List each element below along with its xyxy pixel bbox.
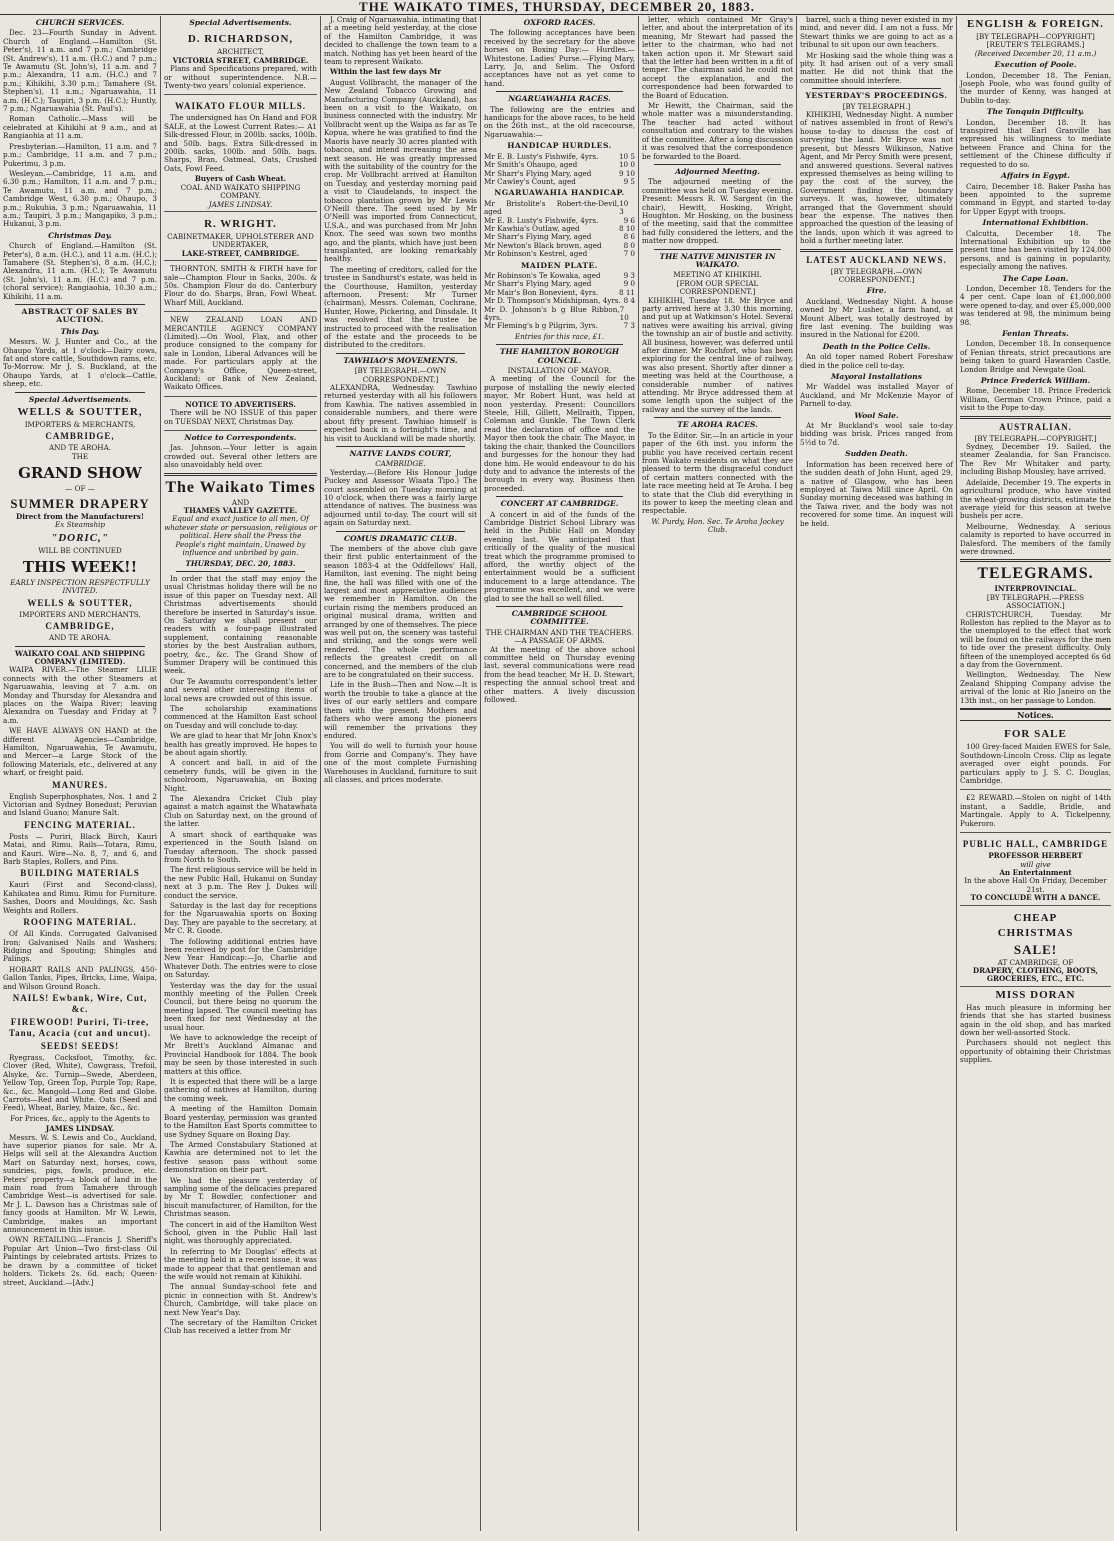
school-text: At the meeting of the above school committee held on Thursday evening last, several communications were read from the head teacher, Mr H. D. Stewart, respecting the annual school treat and other matters. A lively discussion followed. <box>484 644 635 705</box>
interprovincial-heading: INTERPROVINCIAL. <box>994 584 1077 594</box>
tobacco-lead: Within the last few days Mr <box>330 67 442 77</box>
divider <box>336 531 465 532</box>
entries-maiden <box>484 272 635 331</box>
correspondents-text: Jas. Johnson.—Your letter is again crowded out. Several other letters are also unavoidably held over. <box>164 443 317 470</box>
minister-text: KIHIKIHI, Tuesday 18. Mr Bryce and party arrived here at 3.30 this morning, and put up at Watkinson's Hotel. Several natives were awaiting his arrival, giving the township an air of bustle and activity. All business, however, was deferred until after dinner. Mr Rochfort, who has been exploring for the central line of railway, was also present. Shortly after dinner a meeting was held at the Courthouse, a considerable number of natives attending. Mr Bryce addressed them at some length upon the subject of the railway and the survey of the lands. <box>642 295 793 414</box>
professor-name: PROFESSOR HERBERT <box>988 851 1083 861</box>
divider <box>654 164 781 165</box>
firm-sub: IMPORTERS & MERCHANTS, <box>24 420 136 430</box>
list-item: Mr Sharr's Flying Mary, aged 9 0 <box>484 279 635 289</box>
brief-item: Our Te Awamutu correspondent's letter and several other interesting items of local news are crowded out of this issue. <box>164 676 317 703</box>
divider <box>164 473 317 476</box>
manures-heading: MANURES. <box>52 779 108 790</box>
flour-company: COAL AND WAIKATO SHIPPING COMPANY. <box>180 182 301 201</box>
list-item: Mr Robinson's Te Kowaka, aged 9 3 <box>484 270 635 280</box>
entertainment-heading: An Entertainment <box>999 867 1072 877</box>
ngaruawahia-heading: NGARUAWAHIA RACES. <box>508 94 611 104</box>
news-heading: The Tonquin Difficulty. <box>986 107 1085 117</box>
native-lands-text: Yesterday.—(Before His Honour Judge Puckey and Assessor Wiaata Tipo.) The court assembled on Tuesday morning at 10 o'clock, when there was a fairly large attendance of natives. The business was adjourned until to-day. The court will sit again on Saturday next. <box>324 467 477 528</box>
paper-subtitle: THAMES VALLEY GAZETTE. <box>183 506 298 516</box>
richardson-address: VICTORIA STREET, CAMBRIDGE. <box>172 55 309 65</box>
will-give: will give <box>1020 859 1051 869</box>
entries-note: Entries for this race, £1. <box>514 331 605 341</box>
sale-label: SALE! <box>1013 941 1058 957</box>
wright-address: LAKE-STREET, CAMBRIDGE. <box>181 248 300 258</box>
brief-item: Saturday is the last day for receptions for the Ngaruawahia sports on Boxing Day. They are payable to the secretary, at Mr C. R. Goode. <box>164 900 317 936</box>
school-continued: letter, which contained Mr Gray's letter, and about the interpretation of its meaning, Mr Stewart had passed the letter to the chairman, who had not taken action upon it. Mr Stewart said that the letter had been written in a fit of temper. The chairman said he could not accept the explanation, and the correspondence had been forwarded to the Board of Education. <box>642 16 793 100</box>
divider <box>654 249 781 250</box>
dance-label: TO CONCLUDE WITH A DANCE. <box>970 893 1101 903</box>
list-item: Mr Cawley's Count, aged 9 5 <box>484 176 635 186</box>
at-cambridge-label: AT CAMBRIDGE, OF <box>997 957 1074 967</box>
column-6 <box>796 16 956 1531</box>
column-4 <box>480 16 638 1531</box>
church-text: Dec. 23—Fourth Sunday in Advent. Church of England.—Hamilton (St. Peter's), 11 a.m. and 7 p.m.; Cambridge (St. Andrew's), 11 a.m. (H.C.) and 7 p.m.; Te Awamutu (St. John's), 11 a.m. and 7 p.m.; Alexandra, 11 a.m. (H.C.) and 7 p.m.; Kihikihi, 3.30 p.m.; Tamahere (St. Stephen's), 11 a.m.; Ngaruawahia, 11 a.m. (H.C.); Taupiri, 3 p.m. (H.C.); Huntly, 7 p.m.; Ngaruawahia (St. Paul's). <box>3 28 157 114</box>
church-heading: CHURCH SERVICES. <box>35 18 125 27</box>
australian-text: Melbourne, Wednesday. A serious calamity is reported to have occurred in Dalesford. The members of the family were drowned. <box>960 521 1111 556</box>
for-sale-text: 100 Grey-faced Maiden EWES for Sale, Southdown-Lincoln Cross. Clip as legate averaged over eight pounds. For particulars apply to J. S. C. Douglas, Cambridge. <box>960 742 1111 786</box>
brief-item: We are glad to hear that Mr John Knox's health has greatly improved. He hopes to be about again shortly. <box>164 731 317 758</box>
australian-text: Adelaide, December 19. The experts in agricultural produce, who have visited the wheat-growing districts, estimate the average yield for this season at twelve bushels per acre. <box>960 477 1111 521</box>
early-label: EARLY INSPECTION RESPECTFULLY INVITED. <box>10 577 150 596</box>
correspondents-heading: Notice to Correspondents. <box>184 433 297 443</box>
list-item: Mr D. Johnson's b g Blue Ribbon, 4yrs. 7 10 <box>484 304 629 322</box>
news-heading: Affairs in Egypt. <box>1001 171 1070 181</box>
brief-item: The first religious service will be held in the new Public Hall, Hukanui on Sunday next at 3 p.m. The Rev J. Dukes will conduct the service. <box>164 865 317 900</box>
wright-trade: CABINETMAKER, UPHOLSTERER AND UNDERTAKER, <box>167 231 314 250</box>
wool-text: At Mr Buckland's wool sale to-day bidding was brisk. Prices ranged from 5½d to 7d. <box>800 421 953 447</box>
divider <box>336 353 465 354</box>
issue-date: THURSDAY, DEC. 20, 1883. <box>185 558 296 568</box>
notice-heading: NOTICE TO ADVERTISERS. <box>185 399 296 409</box>
christmas-label: CHRISTMAS <box>997 926 1074 939</box>
concert-text: A concert in aid of the funds of the Cambridge District School Library was held in the Public Hall on Monday evening last. We anticipated that critically of the quality of the musical treat which the programme promised to afford, the worthy object of the entertainment would be a sufficient inducement to a large attendance. The programme was excellent, and we were glad to see the hall so well filled. <box>484 509 635 603</box>
australian-heading: AUSTRALIAN. <box>999 421 1072 432</box>
te-aroha-heading: TE AROHA RACES. <box>677 420 758 430</box>
abstract-heading: ABSTRACT OF SALES BY AUCTION. <box>21 307 139 325</box>
fire-heading: Fire. <box>866 286 887 296</box>
native-lands-heading: NATIVE LANDS COURT, <box>349 448 452 458</box>
news-heading: Prince Frederick William. <box>980 376 1091 386</box>
materials-text: WE HAVE ALWAYS ON HAND at the different Agencies—Cambridge, Hamilton, Ngaruawahia, Te Awamutu, and Mercer—a Large Stock of the following Materials, etc., delivered at any wharf, or freight paid. <box>3 726 157 778</box>
reuter-label: [REUTER'S TELEGRAMS.] <box>986 40 1085 50</box>
christmas-sale-ad <box>960 908 1111 987</box>
concert-heading: CONCERT AT CAMBRIDGE. <box>500 499 619 509</box>
list-item: Mr Sharr's Flying Mary, aged 8 6 <box>484 232 635 242</box>
shipping-title: WAIKATO COAL AND SHIPPING COMPANY (LIMITED). <box>14 648 146 666</box>
list-item: Mr E. B. Lusty's Fishwife, 4yrs. 10 5 <box>484 151 635 161</box>
flour-title: WAIKATO FLOUR MILLS. <box>175 101 306 112</box>
mayoral-text: Mr Waddel was installed Mayor of Auckland, and Mr McKenzie Mayor of Parnell to-day. <box>800 382 953 409</box>
masthead: THE WAIKATO TIMES, THURSDAY, DECEMBER 20, 1883. <box>0 0 1114 15</box>
fencing-text: Posts — Puriri, Black Birch, Kauri Matai, and Rimu. Rails—Totara, Rimu, and Kauri. Wire—No. 8, 7, and 6, and Barb Staples, Rollers, and Pins. <box>3 831 157 867</box>
divider <box>960 416 1111 419</box>
miss-doran-heading: MISS DORAN <box>995 988 1076 1001</box>
sudden-heading: Sudden Death. <box>845 449 908 459</box>
firewood-heading: FIREWOOD! Puriri, Ti-tree, Tanu, Acacia (cut and uncut). <box>8 1016 152 1038</box>
summer-drapery-heading: SUMMER DRAPERY <box>10 495 150 511</box>
australian-text: Sydney, December 19. Sailed, the steamer Zealandia, for San Francisco. The Rev Mr Whitaker and party, including Bishop Mousley, have arrived. <box>960 442 1111 477</box>
direct-label: Direct from the Manufacturers! <box>15 511 144 521</box>
divider <box>496 91 623 92</box>
meeting-text: The meeting of creditors, called for the trustee in Sandhurst's estate, was held in the Courthouse, Hamilton, yesterday afternoon. Present: Mr Turner (chairman), Messrs. Coleman, Cochrane, Hunter, Howe, Pickering, and Dinsdale. It was resolved that the trustee be instructed to proceed with the realisation of the estate and the proceeds to be distributed to the creditors. <box>324 264 477 350</box>
thornton-ad <box>164 263 317 312</box>
continued-text: J. Craig of Ngaruawahia, intimating that at a meeting held yesterday, at the close of the Hamilton Cambridge, it was decided to challenge the town team to a match. Nothing has yet been heard of the team to represent Waikato. <box>324 16 477 67</box>
firm2-sub: IMPORTERS AND MERCHANTS, <box>19 609 141 619</box>
column-2 <box>160 16 320 1531</box>
paper-title: The Waikato Times <box>165 478 316 496</box>
brief-item: It is expected that there will be a large gathering of natives at Hamilton, during the coming week. <box>164 1077 317 1103</box>
hobart-text: HOBART RAILS AND PALINGS, 450-Gallon Tanks, Pipes, Bricks, Lime, Waipa, and Wilson Ground Roach. <box>3 964 157 991</box>
roofing-heading: ROOFING MATERIAL. <box>23 917 137 928</box>
tawhiao-source: [BY TELEGRAPH.—OWN CORRESPONDENT.] <box>354 366 447 384</box>
richardson-ad <box>164 29 317 95</box>
divider <box>654 417 781 418</box>
entries-handicap <box>484 200 635 259</box>
divider <box>15 304 145 305</box>
divider <box>496 496 623 497</box>
yesterday-source: [BY TELEGRAPH.] <box>842 101 911 111</box>
sudden-text: Information has been received here of the sudden death of John Hunt, aged 29, a native of Glasgow, who has been employed at Taiwa Mill since April. On Sunday morning deceased was bathing in the Taiwa river, and the body was not recovered for some time. An inquest will be held. <box>800 459 953 528</box>
maiden-heading: MAIDEN PLATE. <box>521 260 598 270</box>
flour-buyers: Buyers of Cash Wheat. <box>194 174 287 184</box>
this-week-heading: THIS WEEK!! <box>22 557 138 576</box>
for-sale-heading: FOR SALE <box>1004 728 1067 741</box>
divider <box>15 646 145 647</box>
list-item: Mr Mair's Bon Bonevient, 4yrs. 8 11 <box>484 287 635 297</box>
cheap-label: CHEAP <box>1013 911 1058 924</box>
list-item: Mr Bristolite's Robert-the-Devil, aged 10 3 <box>484 198 629 217</box>
divider <box>496 344 623 345</box>
building-heading: BUILDING MATERIALS <box>20 868 140 879</box>
list-item: Mr E. B. Lusty's Fishwife, 4yrs. 9 6 <box>484 215 635 225</box>
firm-town: CAMBRIDGE, <box>45 431 115 442</box>
column-7 <box>956 16 1114 1531</box>
brief-item: The following additional entries have been received by post for the Cambridge New Year Handicap:—Jo, Charlie and Whatever Doth. The entries were to close on Saturday. <box>164 936 317 980</box>
mayoral-heading: Mayoral Installations <box>831 372 922 382</box>
flour-agent: JAMES LINDSAY. <box>208 199 273 209</box>
thornton-text: THORNTON, SMITH & FIRTH have for sale—Champion Flour in Sacks, 200s. & 50s. Champion Flour do do. Canterbury Flour do do. Sharps, Bran, Fowl Wheat. Wharf Mill, Auckland. <box>164 264 317 307</box>
tawhiao-heading: TAWHIAO'S MOVEMENTS. <box>343 355 458 365</box>
fire-text: Auckland, Wednesday Night. A house owned by Mr Lusher, a farm hand, at Mount Albert, was totally destroyed by fire last evening. The building was insured in the National for £200. <box>800 296 953 340</box>
continued-label: WILL BE CONTINUED <box>38 545 122 555</box>
news-heading: Fenian Threats. <box>1002 329 1069 338</box>
news-heading: Execution of Poole. <box>994 60 1077 70</box>
signature: W. Purdy, Hon. Sec. Te Aroha Jockey Club. <box>651 516 784 535</box>
native-lands-place: CAMBRIDGE. <box>375 459 426 469</box>
editorial-text: In order that the staff may enjoy the usual Christmas holiday there will be no issue of this paper on Tuesday next. All Christmas advertisements should therefore be inserted in Saturday's issue. On Saturday we shall present our readers with a four-page illustrated supplement, containing reasonable stories by the best Australian authors, poetry, &c., &c. The Grand Show of Summer Drapery will be continued this week. <box>164 573 317 676</box>
news-heading: International Exhibition. <box>982 218 1089 228</box>
auckland-heading: LATEST AUCKLAND NEWS. <box>806 254 947 265</box>
brief-item: A smart shock of earthquake was experienced in the South Island on Tuesday afternoon. The shock passed from North to South. <box>164 829 317 864</box>
divider <box>176 571 305 572</box>
the-label: THE <box>71 451 89 461</box>
purchasers-text: Purchasers should not neglect this opportunity of obtaining their Christmas supplies. <box>960 1038 1111 1065</box>
minister-sub: MEETING AT KIHIKIHI. <box>673 270 762 280</box>
yesterday-heading: YESTERDAY'S PROCEEDINGS. <box>805 91 948 101</box>
manures-text: English Superphosphates, Nos. 1 and 2 Victorian and Sydney Bonedust; Peruvian and Island Guano; Manure Salt. <box>3 791 157 818</box>
brief-item: Yesterday was the day for the usual monthly meeting of the Pollen Creek Council, but there being no quorum the meeting lapsed. The council meeting has been fixed for next Wednesday at the usual hour. <box>164 980 317 1032</box>
borough-heading: THE HAMILTON BOROUGH COUNCIL. <box>499 347 620 365</box>
news-text: London, December 18. It has transpired that Earl Granville has expressed his willingness to mediate between France and China for the settlement of the Chinese difficulty if requested to do so. <box>960 117 1111 169</box>
minister-source: [FROM OUR SPECIAL CORRESPONDENT.] <box>676 278 759 297</box>
telegrams-heading: TELEGRAMS. <box>977 565 1094 583</box>
news-text: London, December 18. The Fenian, Joseph Poole, who was found guilty of the murder of Kenny, was hanged at Dublin to-day. <box>960 70 1111 105</box>
oxford-text: The following acceptances have been received by the secretary for the above horses on Boxing Day:— Hurdles.—Whitestone. Ladies' Purse.—Flying Mary, Larry, Jo, and Selim. The Oxford acceptances have not as yet come to hand. <box>484 28 635 88</box>
christmas-heading: Christmas Day. <box>48 230 112 240</box>
news-heading: The Cape Loan. <box>1002 273 1069 283</box>
school-continued-3: barrel, such a thing never existed in my mind, and never did. I am not a fuss. Mr Stewart thinks we are going to act as a tribunal to sit upon our own teachers. <box>800 16 953 50</box>
school-continued-2: Mr Hewitt, the Chairman, said the whole matter was a misunderstanding. The teacher had acted without consultation and contrary to the wishes of the committee. After a long discussion it was resolved that the correspondence be forwarded to the Board. <box>642 101 793 161</box>
firm2-town: CAMBRIDGE, <box>45 621 115 632</box>
tawhiao-text: ALEXANDRA, Wednesday. Tawhiao returned yesterday with all his followers from Kawhia. The natives assembled in considerable numbers, and there were about fifty present. Tawhiao himself is expected back in a fortnight's time, and his visit to Auckland will be made shortly. <box>324 383 477 443</box>
borough-text: A meeting of the Council for the purpose of installing the newly elected mayor, Mr Robert Hunt, was held at noon yesterday. Present: Councillors Steele, Hill, Gillett, Mellraith, Tippen, Coleman and Gunkle. The Town Clerk read the declaration of office and the Mayor then took the chair. The Mayor, in taking the chair, thanked the Councillors and burgesses for the honour they had done him. He would endeavour to do his duty and to advance the interests of the borough in every way. Business then proceeded. <box>484 374 635 493</box>
of-label: — OF — <box>65 484 95 494</box>
flour-mills-ad <box>164 97 317 211</box>
list-item: Mr D. Thompson's Midshipman, 4yrs. 8 4 <box>484 296 635 306</box>
richardson-name: D. RICHARDSON, <box>187 33 294 46</box>
school-continued-4: Mr Hosking said the whole thing was a pity. It had arisen out of a very small matter. He did not think that the committee should interfere. <box>800 50 953 85</box>
te-aroha-text: To the Editor. Sir,—In an article in your paper of the 6th inst. you inform the public you have received certain recent from Waikato residents on what they are pleased to term the disgraceful conduct of certain matters connected with the late race meeting held at Te Aroha. I beg to state that the Club did everything in its power to keep the meeting clean and respectable. <box>642 430 793 516</box>
firm-and: AND TE AROHA. <box>48 443 112 453</box>
news-text: London, December 18. In consequence of Fenian threats, strict precautions are being taken to guard Hawarden Castle, London Bridge and Newgate Goal. <box>960 339 1111 374</box>
christmas-text: Church of England.—Hamilton (St. Peter's), 8 a.m. (H.C.), and 11 a.m. (H.C.); Tamahere (St. Stephen's), 8 a.m. (H.C.); Alexandra, 11 a.m. (H.C.); Te Awamutu (St. John's), 11 a.m. (H.C.) and 7 p.m. (choral service); Rangiaohia, 10.30 a.m.; Kihikihi, 11 a.m. <box>3 241 157 301</box>
list-item: Mr Fleming's b g Pilgrim, 3yrs. 7 3 <box>484 321 635 331</box>
news-text: Calcutta, December 18. The International Exhibition up to the present time has been visited by 124,000 persons, and is gaining in popularity, especially among the natives. <box>960 228 1111 272</box>
list-item: Mr Robinson's Kestrel, aged 7 0 <box>484 249 635 259</box>
wright-ad <box>164 214 317 261</box>
closing-text: You will do well to furnish your house from Gorrie and Company's. They have one of the most complete Furnishing Warehouses in Auckland, furniture to suit all classes, and prices moderate. <box>324 741 477 784</box>
entertainment-detail: In the above Hall On Friday, December 21st. <box>964 876 1107 894</box>
nz-loan-text: NEW ZEALAND LOAN AND MERCANTILE AGENCY COMPANY (Limited).—On Wool, Flax, and other produce consigned to the company for sale in London, Liberal Advances will be made. For particulars apply at the Company's Office, Queen-street, Auckland; or Bank of New Zealand, Waikato Offices. <box>164 315 317 392</box>
brief-item: The Armed Constabulary Stationed at Kawhia are determined not to let the festive season pass without some demonstration on their part. <box>164 1139 317 1175</box>
hurdles-heading: HANDICAP HURDLES. <box>507 141 612 151</box>
reward-ad <box>960 792 1111 833</box>
catholic-text: Roman Catholic.—Mass will be celebrated at Kihikihi at 9 a.m., and at Rangiaohia at 11 a.m. <box>3 114 157 141</box>
brief-item: In referring to Mr Douglas' effects at the meeting held in a recent issue, it was made to appear that that gentleman and the wife would not remain at Kihikihi. <box>164 1246 317 1281</box>
school-heading: CAMBRIDGE SCHOOL COMMITTEE. <box>511 609 608 627</box>
brief-item: The annual Sunday-school fete and picnic in connection with St. Andrew's Church, Cambridge, will take place on next New Year's Day. <box>164 1282 317 1317</box>
divider <box>336 446 465 447</box>
handicap-heading: NGARUAWAHIA HANDICAP. <box>494 188 625 198</box>
column-3 <box>320 16 480 1531</box>
divider <box>800 249 953 252</box>
wool-heading: Wool Sale. <box>854 410 899 420</box>
death-text: An old toper named Robert Foreshaw died in the police cell to-day. <box>800 352 953 370</box>
school-sub: THE CHAIRMAN AND THE TEACHERS.—A PASSAGE OF ARMS. <box>485 627 634 646</box>
comus-text: The members of the above club gave their first public entertainment of the season 1883-4 at the Oddfellows' Hall, Hamilton, last evening. The night being fine, the hall was filled with one of the largest and most appreciative audiences we remember in Hamilton. On the curtain rising the members produced an original musical drama, written and arranged by one of themselves. The piece was well put on, the scenery was tasteful and striking, and the songs were well rendered. The whole performance reflects the greatest credit on all concerned, and the members of the club are to be congratulated on their success. <box>324 543 477 680</box>
brief-item: A concert and ball, in aid of the cemetery funds, will be given in the schoolroom, Ngaruawahia, on Boxing Night. <box>164 758 317 793</box>
firm2-name: WELLS & SOUTTER, <box>27 597 133 608</box>
wright-name: R. WRIGHT. <box>204 217 277 230</box>
divider <box>812 88 941 89</box>
list-item: Mr Kawhia's Outlaw, aged 8 10 <box>484 223 635 233</box>
roofing-text: Of All Kinds. Corrugated Galvanised Iron; Galvanised Nails and Washers; Ridging and Spouting; Shingles and Palings. <box>3 929 157 964</box>
presbyterian-text: Presbyterian.—Hamilton, 11 a.m. and 7 p.m.; Cambridge, 11 a.m. and 7 p.m.; Pukerimu, 3 p.m. <box>3 141 157 168</box>
list-item: Mr Sharr's Flying Mary, aged 9 10 <box>484 168 635 178</box>
ex-label: Ex Steamship <box>55 520 105 530</box>
richardson-title: ARCHITECT, <box>217 47 264 57</box>
interprovincial-text: Wellington, Wednesday. The New Zealand Shipping Company advise the arrival of the Ionic at Rio Janeiro on the 13th inst., on her passage to London. <box>960 670 1111 705</box>
news-text: Cairo, December 18. Baker Pasha has been appointed to the supreme command in Egypt, and started to-day for Upper Egypt with troops. <box>960 181 1111 216</box>
auckland-source: [BY TELEGRAPH.—OWN CORRESPONDENT.] <box>830 266 923 284</box>
brief-item: A meeting of the Hamilton Domain Board yesterday, permission was granted to the Hamilton East Sports committee to use Sydney Square on Boxing Day. <box>164 1104 317 1139</box>
brief-item: The secretary of the Hamilton Cricket Club has received a letter from Mr <box>164 1318 317 1336</box>
notice-text: There will be NO ISSUE of this paper on TUESDAY NEXT, Christmas Day. <box>164 408 317 426</box>
richardson-text: Plans and Specifications prepared, with or without superintendence. N.B.—Twenty-two years' colonial experience. <box>164 64 317 91</box>
grand-show-heading: GRAND SHOW <box>18 464 142 483</box>
abstract-day: This Day. <box>60 326 100 336</box>
firm2-and: AND TE AROHA. <box>48 633 112 643</box>
reward-text: £2 REWARD.—Stolen on night of 14th instant, a Saddle, Bridle, and Martingale. Apply to A. Tickelpenny, Pukeroro. <box>960 793 1111 828</box>
minister-heading: THE NATIVE MINISTER IN WAIKATO. <box>659 251 776 269</box>
for-sale-ad <box>960 724 1111 790</box>
interprovincial-source: [BY TELEGRAPH.—PRESS ASSOCIATION.] <box>986 592 1085 611</box>
tobacco-text: August Vollbracht, the manager of the New Zealand Tobacco Growing and Manufacturing Company (Auckland), has been on a visit to the Waikato, on business connected with the industry. Mr Vollbracht went up the Waipa as far as Te Kopua, where he was gratified to find the Maoris have nearly 30 acres planted with tobacco, and intend increasing the area next season. He was greatly impressed with the suitability of the country for the crop. Mr Vollbracht arrived at Hamilton on Tuesday, and yesterday morning paid a visit to Claudelands, to inspect the tobacco plantation grown by Mr Lewis O'Neill there. The seed used by Mr O'Neill was imported from Connecticut, U.S.A., and was purchased from Mr John Knox. The seed was sown two months ago, and the plants, which have just been transplanted, are looking remarkably healthy. <box>324 77 477 264</box>
news-text: London, December 18. Tenders for the 4 per cent. Cape loan of £1,000,000 were opened to-day, and over £5,000,000 was tendered at 98, the minimum being 98. <box>960 283 1111 327</box>
wesleyan-text: Wesleyan.—Cambridge, 11 a.m. and 6.30 p.m.; Hamilton, 11 a.m. and 7 p.m.; Te Awamutu, 11 a.m. and 7 p.m.; Cambridge West, 6.30 p.m.; Ohaupo, 3 p.m.; Rukuhia, 3 p.m.; Ngaruawahia, 11 a.m.; Taupiri, 3 p.m.; Mangapiko, 3 p.m.; Hukanui, 3 p.m. <box>3 168 157 229</box>
comus-heading: COMUS DRAMATIC CLUB. <box>343 533 458 543</box>
brief-item: We had the pleasure yesterday of sampling some of the delicacies prepared by Mr T. Bowdler, confectioner and biscuit manufacturer, of Hamilton, for the Christmas season. <box>164 1175 317 1219</box>
firm-name: WELLS & SOUTTER, <box>17 406 143 419</box>
borough-sub: INSTALLATION OF MAYOR. <box>507 366 612 376</box>
special-ads-heading: Special Advertisements. <box>189 18 292 27</box>
doric-label: "DORIC," <box>51 531 109 544</box>
brief-item: The scholarship examinations commenced at the Hamilton East school on Tuesday and will conclude to-day. <box>164 704 317 730</box>
hall-heading: PUBLIC HALL, CAMBRIDGE <box>962 839 1109 850</box>
ngaruawahia-text: The following are the entries and handicaps for the above races, to be held on the 26th inst., at the old racecourse, Ngaruawahia:— <box>484 104 635 139</box>
special-ads-heading: Special Advertisements. <box>28 394 132 404</box>
notice-ad <box>164 399 317 431</box>
list-item: Mr Smith's Ohaupo, aged 10 0 <box>484 160 635 170</box>
english-source: [BY TELEGRAPH—COPYRIGHT] <box>976 32 1095 41</box>
motto: Equal and exact justice to all men, Of whatever state or persuasion, religious or political. Here shall the Press the People's right maintain, Unawed by influence and unbribed by gain. <box>164 514 317 558</box>
yesterday-text: KIHIKIHI, Wednesday Night. A number of natives assembled in front of Rewi's house to-day to discuss the cost of surveying the land. Mr Bryce was not present, but Messrs Wilkinson, Native Agent, and Mr Percy Smith were present, and answered questions. Several natives expressed themselves as being willing to pay the cost of the survey, the Government finding the boundary surveys. It was, however, ultimately arranged that the Government should bear the expense. The natives then approached the question of the leasing of the lands, upon which it was agreed to hold a further meeting later. <box>800 110 953 246</box>
divider <box>960 559 1111 562</box>
doran-text: Has much pleasure in informing her friends that she has started business again in the old shop, and has marked down her well-assorted Stock. <box>960 1002 1111 1037</box>
seeds-heading: SEEDS! SEEDS! <box>40 1040 120 1051</box>
building-text: Kauri (First and Second-class), Kahikatea and Rimu. Rimu for Furniture. Sashes, Doors and Mouldings, &c. Sash Weights and Rollers. <box>3 880 157 915</box>
received-label: (Received December 20, 11 a.m.) <box>974 48 1097 58</box>
entries-hurdles <box>484 153 635 187</box>
list-item: Mr Newton's Black brown, aged 8 0 <box>484 240 635 250</box>
interprovincial-text: CHRISTCHURCH, Tuesday. Mr Rolleston has replied to the Mayor as to the unemployed to the effect that work will be found on the railways for the men to tide over the present difficulty. Only fifteen of the unemployed accepted 6s 6d a day from the Government. <box>960 609 1111 669</box>
brief-item: The Alexandra Cricket Club play against a match against the Whatawhata Club on Saturday next, on the ground of the latter. <box>164 794 317 829</box>
brief-item: We have to acknowledge the receipt of Mr Brett's Auckland Almanac and Provincial Handbook for 1884. The book may be seen by those interested in such matters at this office. <box>164 1033 317 1076</box>
small-ads: Messrs. W. S. Lewis and Co., Auckland, have superior pianos for sale. Mr A. Helps will sell at the Alexandra Auction Mart on Saturday next, horses, cows, sundries, pigs, fowls, produce, etc. Peters' property—a block of land in the main road from Tamahere through Cambridge West—is advertised for sale. Mr J. L. Dawson has a Christmas sale of fancy goods at Hamilton. Mr W. Lewis, Cambridge, makes an important announcement in this issue. <box>3 1132 157 1235</box>
brief-item: The concert in aid of the Hamilton West School, given in the Public Hall last night, was thoroughly appreciated. <box>164 1219 317 1246</box>
column-1 <box>0 16 160 1531</box>
drapery-label: DRAPERY, CLOTHING, BOOTS, GROCERIES, ETC., ETC. <box>972 965 1099 984</box>
flour-text: The undersigned has On Hand and FOR SALE, at the Lowest Current Rates:— A1 Silk-dressed Flour, in 200lb. sacks, 100lb. and 50lb. bags. Extra Silk-dressed in 200lb. sacks, 100lb. and 50lb. bags. Sharps, Bran, Oatmeal, Oats, Crushed Oats, Fowl Feed. <box>164 113 317 173</box>
adjourned-heading: Adjourned Meeting. <box>675 166 760 176</box>
art-union-text: OWN RETAILING.—Francis J. Sheriff's Popular Art Union—Two first-class Oil Paintings by celebrated artists. Prizes to be drawn by a committee of ticket holders. Tickets 2s. 6d. each; Queen-street, Auckland.—[Adv.] <box>3 1235 157 1287</box>
oxford-heading: OXFORD RACES. <box>523 18 596 27</box>
seeds-text: Ryegrass, Cocksfoot, Timothy, &c. Clover (Red, White), Cowgrass, Trefoil, Alsyke, &c. Turnip—Swede, Aberdeen, Yellow Top, Green Top, Purple Top; Rape, &c., &c. Mangold—Long Red and Globe. Carrots—Red and White. Oats (Seed and Feed), Wheat, Barley, Maize, &c., &c. <box>3 1052 157 1113</box>
notices-heading: Notices. <box>960 708 1111 721</box>
divider <box>15 392 145 393</box>
life-text: Life in the Bush—Then and Now.—It is worth the trouble to take a glance at the lives of our early settlers and compare them with the present. Mothers and fathers who were among the pioneers will remember the privations they endured. <box>324 680 477 740</box>
column-5 <box>638 16 796 1531</box>
death-heading: Death in the Police Cells. <box>822 341 931 351</box>
australian-source: [BY TELEGRAPH.—COPYRIGHT.] <box>974 433 1097 443</box>
shipping-text: WAIPA RIVER.—The Steamer LILIE connects with the other Steamers at Ngaruawahia, leaving at 7 a.m. on Monday and Thursday for Alexandra and places on the Waipa River; leaving Alexandra on Tuesday and Friday at 7 a.m. <box>3 665 157 725</box>
divider <box>496 606 623 607</box>
news-text: Rome, December 18. Prince Frederick William, German Crown Prince, paid a visit to the Pope to-day. <box>960 386 1111 413</box>
hall-ad <box>960 835 1111 905</box>
nails-heading: NAILS! Ewbank, Wire, Cut, &c. <box>12 992 148 1014</box>
paper-and: AND <box>231 497 250 507</box>
english-heading: ENGLISH & FOREIGN. <box>967 18 1104 30</box>
nz-loan-ad <box>164 314 317 397</box>
abstract-text: Messrs. W. J. Hunter and Co., at the Ohaupo Yards, at 1 o'clock—Dairy cows, fat and store cattle, Southdown rams, etc. To-Morrow. Mr J. S. Buckland, at the Ohaupo Yards, at 1 o'clock—Cattle, sheep, etc. <box>3 337 157 389</box>
agent-name: JAMES LINDSAY. <box>45 1124 115 1134</box>
prices-text: For Prices, &c., apply to the Agents to <box>10 1113 150 1123</box>
fencing-heading: FENCING MATERIAL. <box>24 819 136 830</box>
adjourned-text: The adjourned meeting of the committee was held on Tuesday evening. Present: Messrs R. W. Sargent (in the chair), Hewitt, Hosking, Wright, Houghton. Mr Hosking, on the business of the meeting, said that the committee had fully considered the letters, and the matter now dropped. <box>642 177 793 246</box>
